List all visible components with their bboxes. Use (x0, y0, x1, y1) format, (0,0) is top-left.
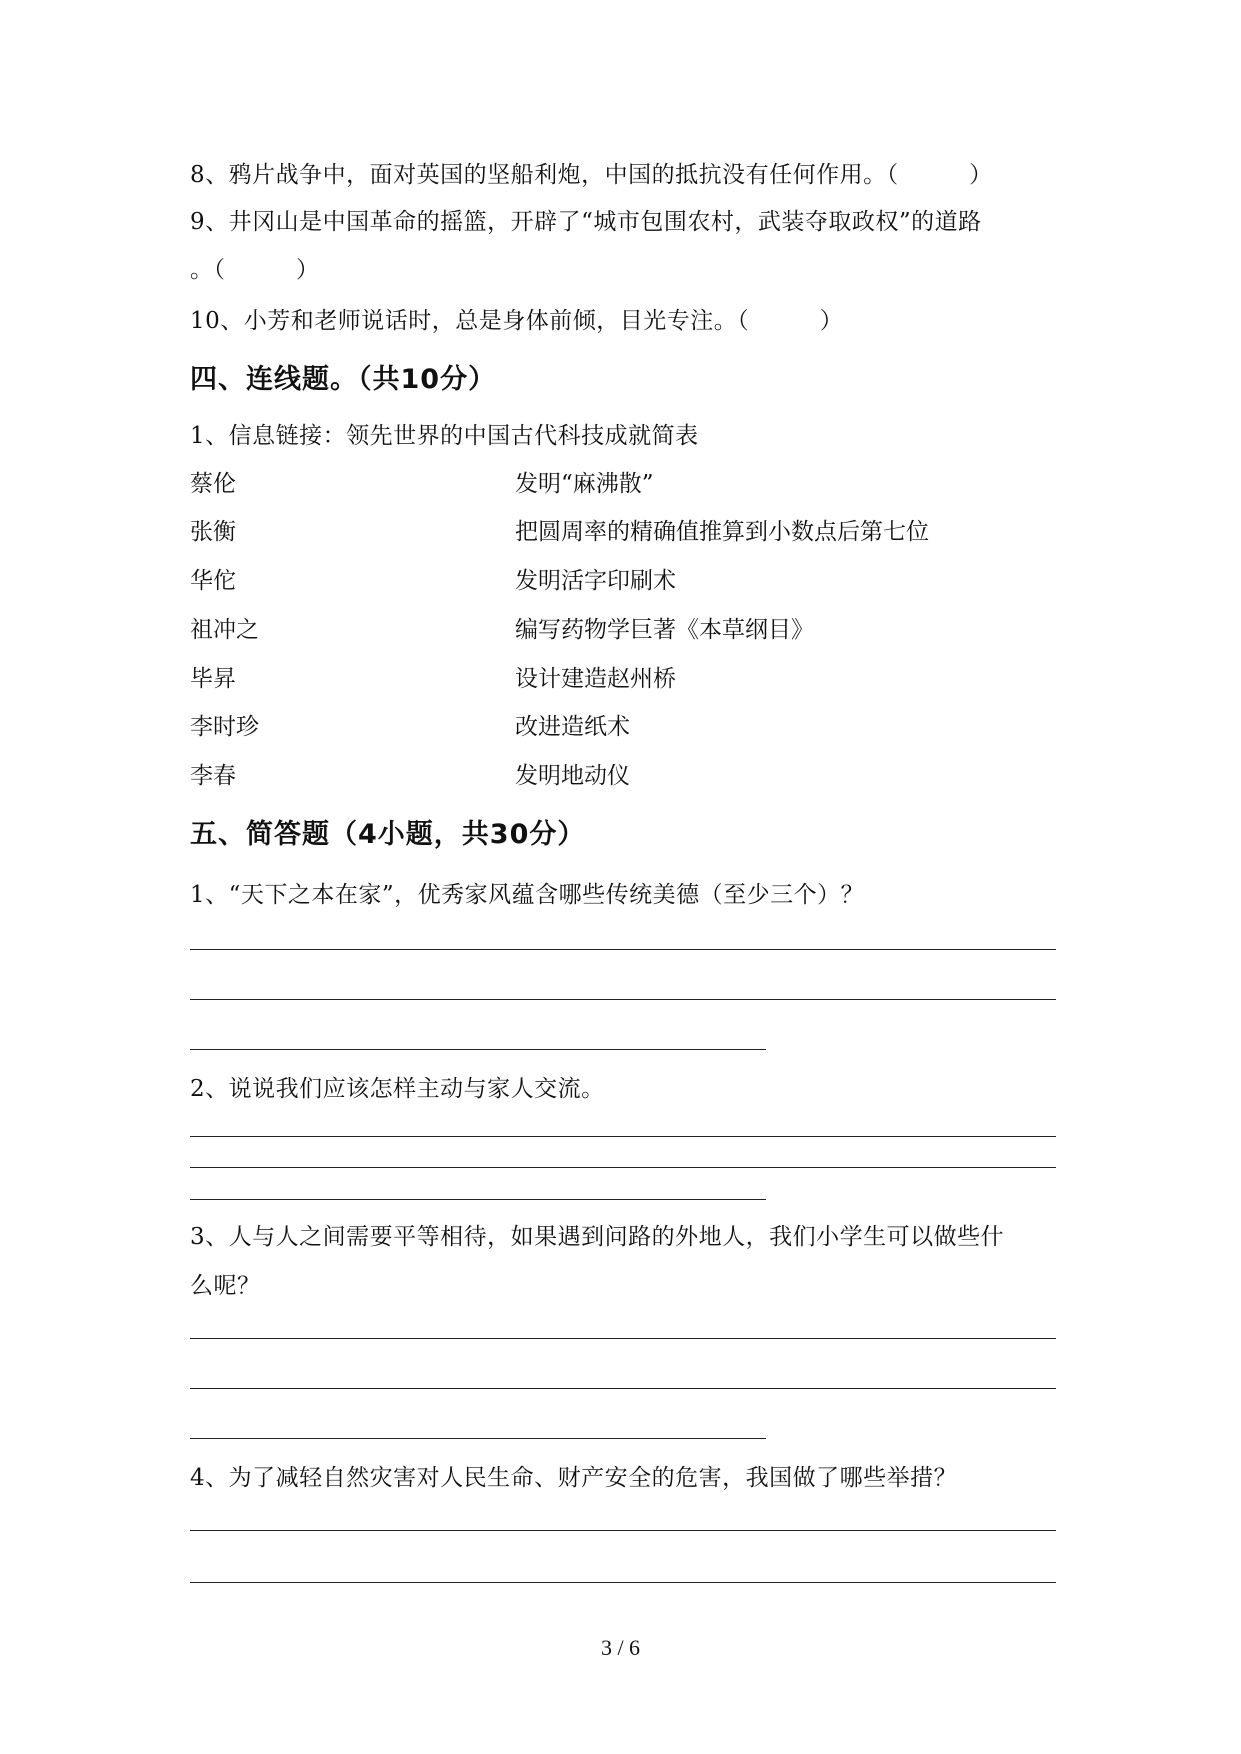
matching-achievement: 发明地动仪 (515, 763, 630, 789)
answer-line[interactable] (190, 949, 1056, 950)
matching-achievement: 设计建造赵州桥 (515, 666, 676, 692)
answer-line[interactable] (190, 1049, 766, 1050)
matching-person: 张衡 (190, 519, 236, 545)
judge-item-9: 9、井冈山是中国革命的摇篮，开辟了“城市包围农村，武装夺取政权”的道路 (190, 209, 982, 235)
matching-achievement: 改进造纸术 (515, 714, 630, 740)
answer-line[interactable] (190, 1388, 1056, 1389)
matching-person: 华佗 (190, 568, 236, 594)
answer-line[interactable] (190, 1438, 766, 1439)
section-4-heading: 四、连线题。（共10分） (190, 364, 497, 395)
matching-achievement: 发明“麻沸散” (515, 471, 654, 497)
question-3: 3、人与人之间需要平等相待，如果遇到问路的外地人，我们小学生可以做些什 (190, 1224, 1005, 1250)
matching-person: 蔡伦 (190, 471, 236, 497)
answer-line[interactable] (190, 1167, 1056, 1168)
answer-line[interactable] (190, 1338, 1056, 1339)
answer-line[interactable] (190, 1199, 766, 1200)
matching-intro: 1、信息链接：领先世界的中国古代科技成就简表 (190, 423, 699, 449)
matching-person: 李春 (190, 763, 236, 789)
question-3-continued: 么呢？ (190, 1273, 261, 1299)
answer-line[interactable] (190, 1582, 1056, 1583)
judge-item-10: 10、小芳和老师说话时，总是身体前倾，目光专注。（ ） (190, 308, 844, 334)
answer-line[interactable] (190, 999, 1056, 1000)
matching-achievement: 把圆周率的精确值推算到小数点后第七位 (515, 519, 929, 545)
matching-person: 李时珍 (190, 714, 259, 740)
judge-item-8: 8、鸦片战争中，面对英国的坚船利炮，中国的抵抗没有任何作用。（ ） (190, 162, 993, 188)
matching-person: 祖冲之 (190, 617, 259, 643)
matching-achievement: 编写药物学巨著《本草纲目》 (515, 617, 814, 643)
answer-line[interactable] (190, 1136, 1056, 1137)
answer-line[interactable] (190, 1530, 1056, 1531)
judge-item-9-continued: 。（ ） (190, 257, 320, 283)
question-4: 4、为了减轻自然灾害对人民生命、财产安全的危害，我国做了哪些举措？ (190, 1465, 958, 1491)
question-2: 2、说说我们应该怎样主动与家人交流。 (190, 1076, 605, 1102)
section-5-heading: 五、简答题（4小题，共30分） (190, 819, 586, 850)
matching-achievement: 发明活字印刷术 (515, 568, 676, 594)
matching-person: 毕昇 (190, 666, 236, 692)
page-number: 3 / 6 (600, 1635, 641, 1660)
question-1: 1、“天下之本在家”，优秀家风蕴含哪些传统美德（至少三个）？ (190, 882, 865, 908)
